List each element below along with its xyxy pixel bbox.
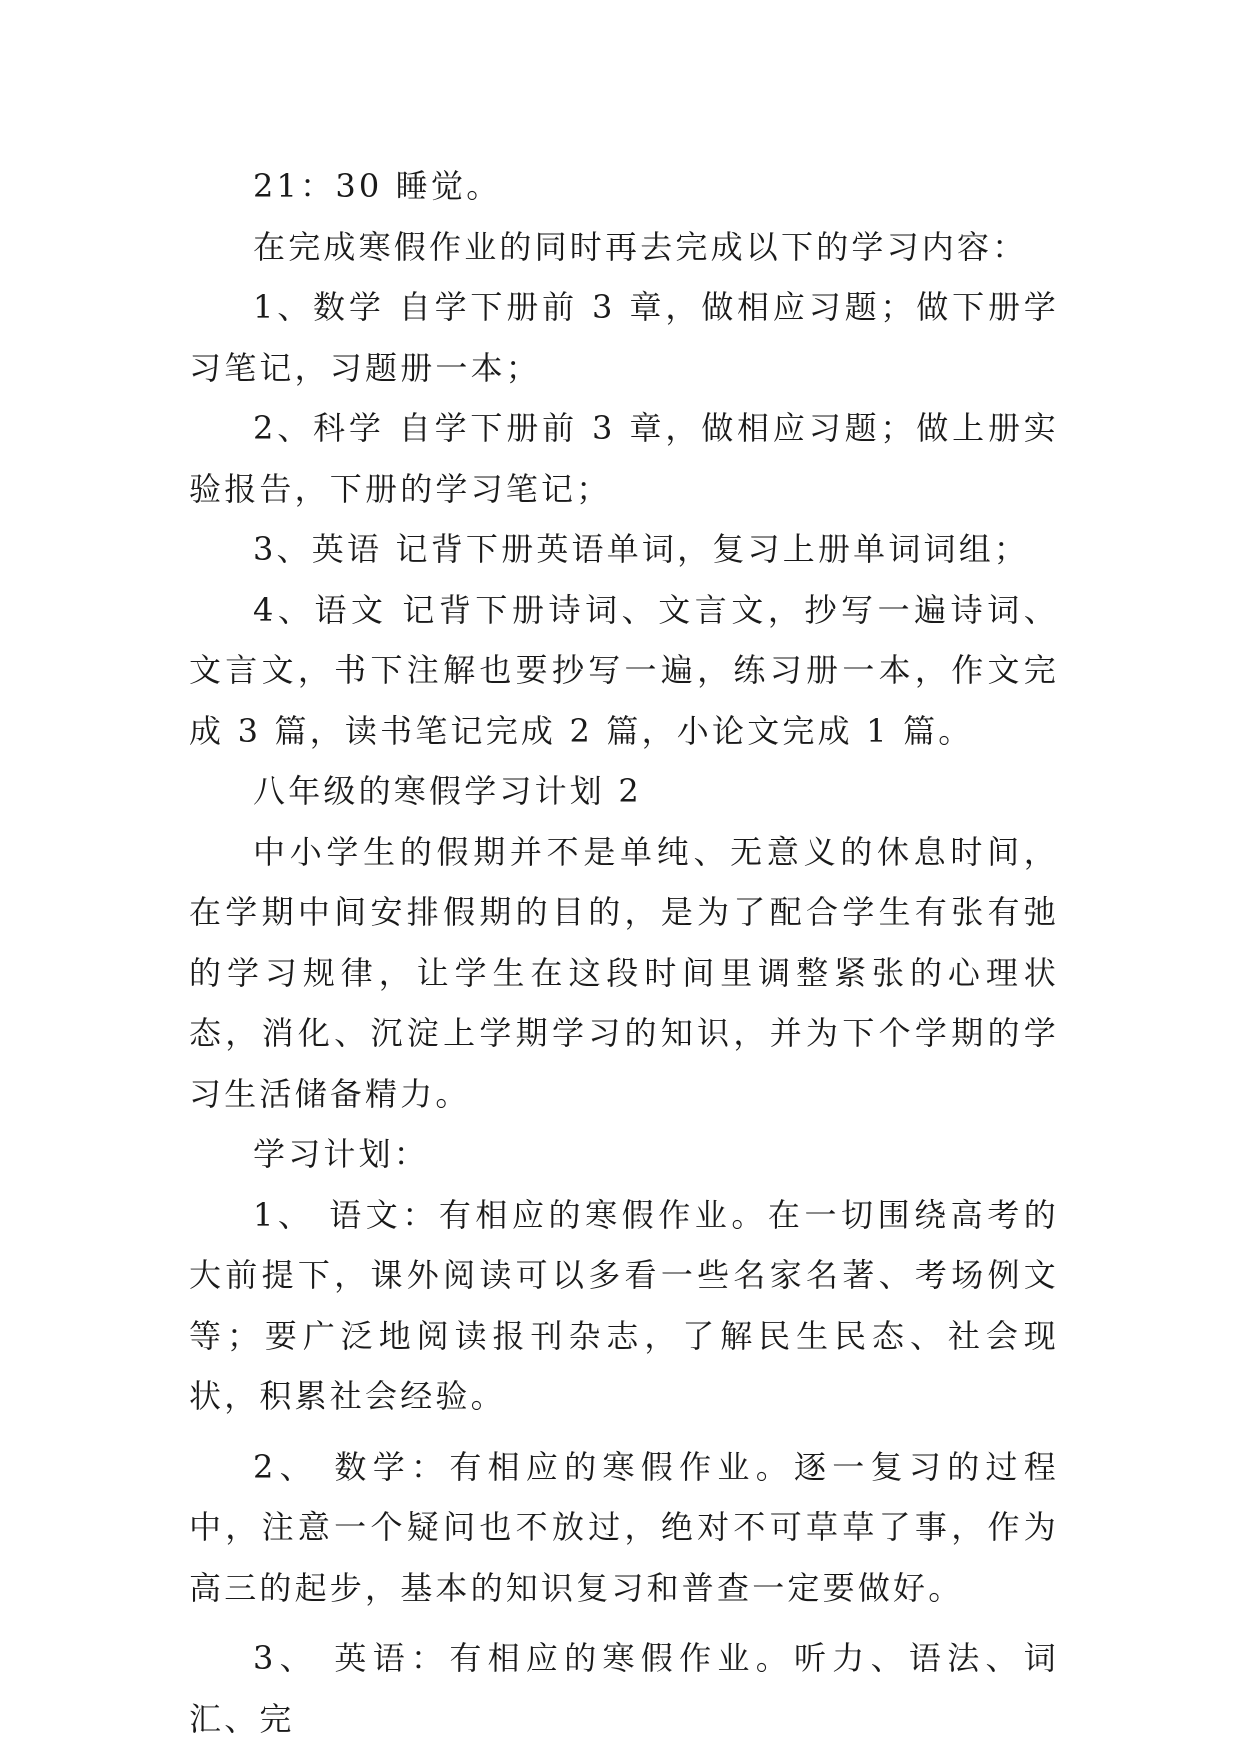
paragraph-plan-chinese: 1、 语文：有相应的寒假作业。在一切围绕高考的大前提下，课外阅读可以多看一些名家名著、考场例文等；要广泛地阅读报刊杂志，了解民生民态、社会现状，积累社会经验。 (189, 1195, 1059, 1415)
paragraph-holiday-purpose: 中小学生的假期并不是单纯、无意义的休息时间，在学期中间安排假期的目的，是为了配合学生有张有弛的学习规律，让学生在这段时间里调整紧张的心理状态，消化、沉淀上学期学习的知识，并为下个学期的学习生活储备精力。 (189, 832, 1059, 1113)
section-heading: 八年级的寒假学习计划 2 (253, 772, 642, 810)
paragraph-chinese: 4、语文 记背下册诗词、文言文，抄写一遍诗词、文言文，书下注解也要抄写一遍，练习册一本，作文完成 3 篇，读书笔记完成 2 篇，小论文完成 1 篇。 (189, 590, 1059, 750)
paragraph-bedtime: 21：30 睡觉。 (253, 167, 502, 205)
paragraph-intro: 在完成寒假作业的同时再去完成以下的学习内容： (253, 227, 1028, 266)
paragraph-plan-math: 2、 数学：有相应的寒假作业。逐一复习的过程中，注意一个疑问也不放过，绝对不可草草了事，作为高三的起步，基本的知识复习和普查一定要做好。 (189, 1447, 1059, 1607)
paragraph-plan-english: 3、 英语：有相应的寒假作业。听力、语法、词汇、完 (189, 1639, 1059, 1738)
paragraph-math: 1、数学 自学下册前 3 章，做相应习题；做下册学习笔记，习题册一本； (189, 288, 1059, 387)
document-body (189, 156, 1059, 1749)
paragraph-english: 3、英语 记背下册英语单词，复习上册单词词组； (253, 530, 1030, 568)
paragraph-science: 2、科学 自学下册前 3 章，做相应习题；做上册实验报告，下册的学习笔记； (189, 409, 1059, 508)
paragraph-plan-label: 学习计划： (253, 1135, 430, 1173)
